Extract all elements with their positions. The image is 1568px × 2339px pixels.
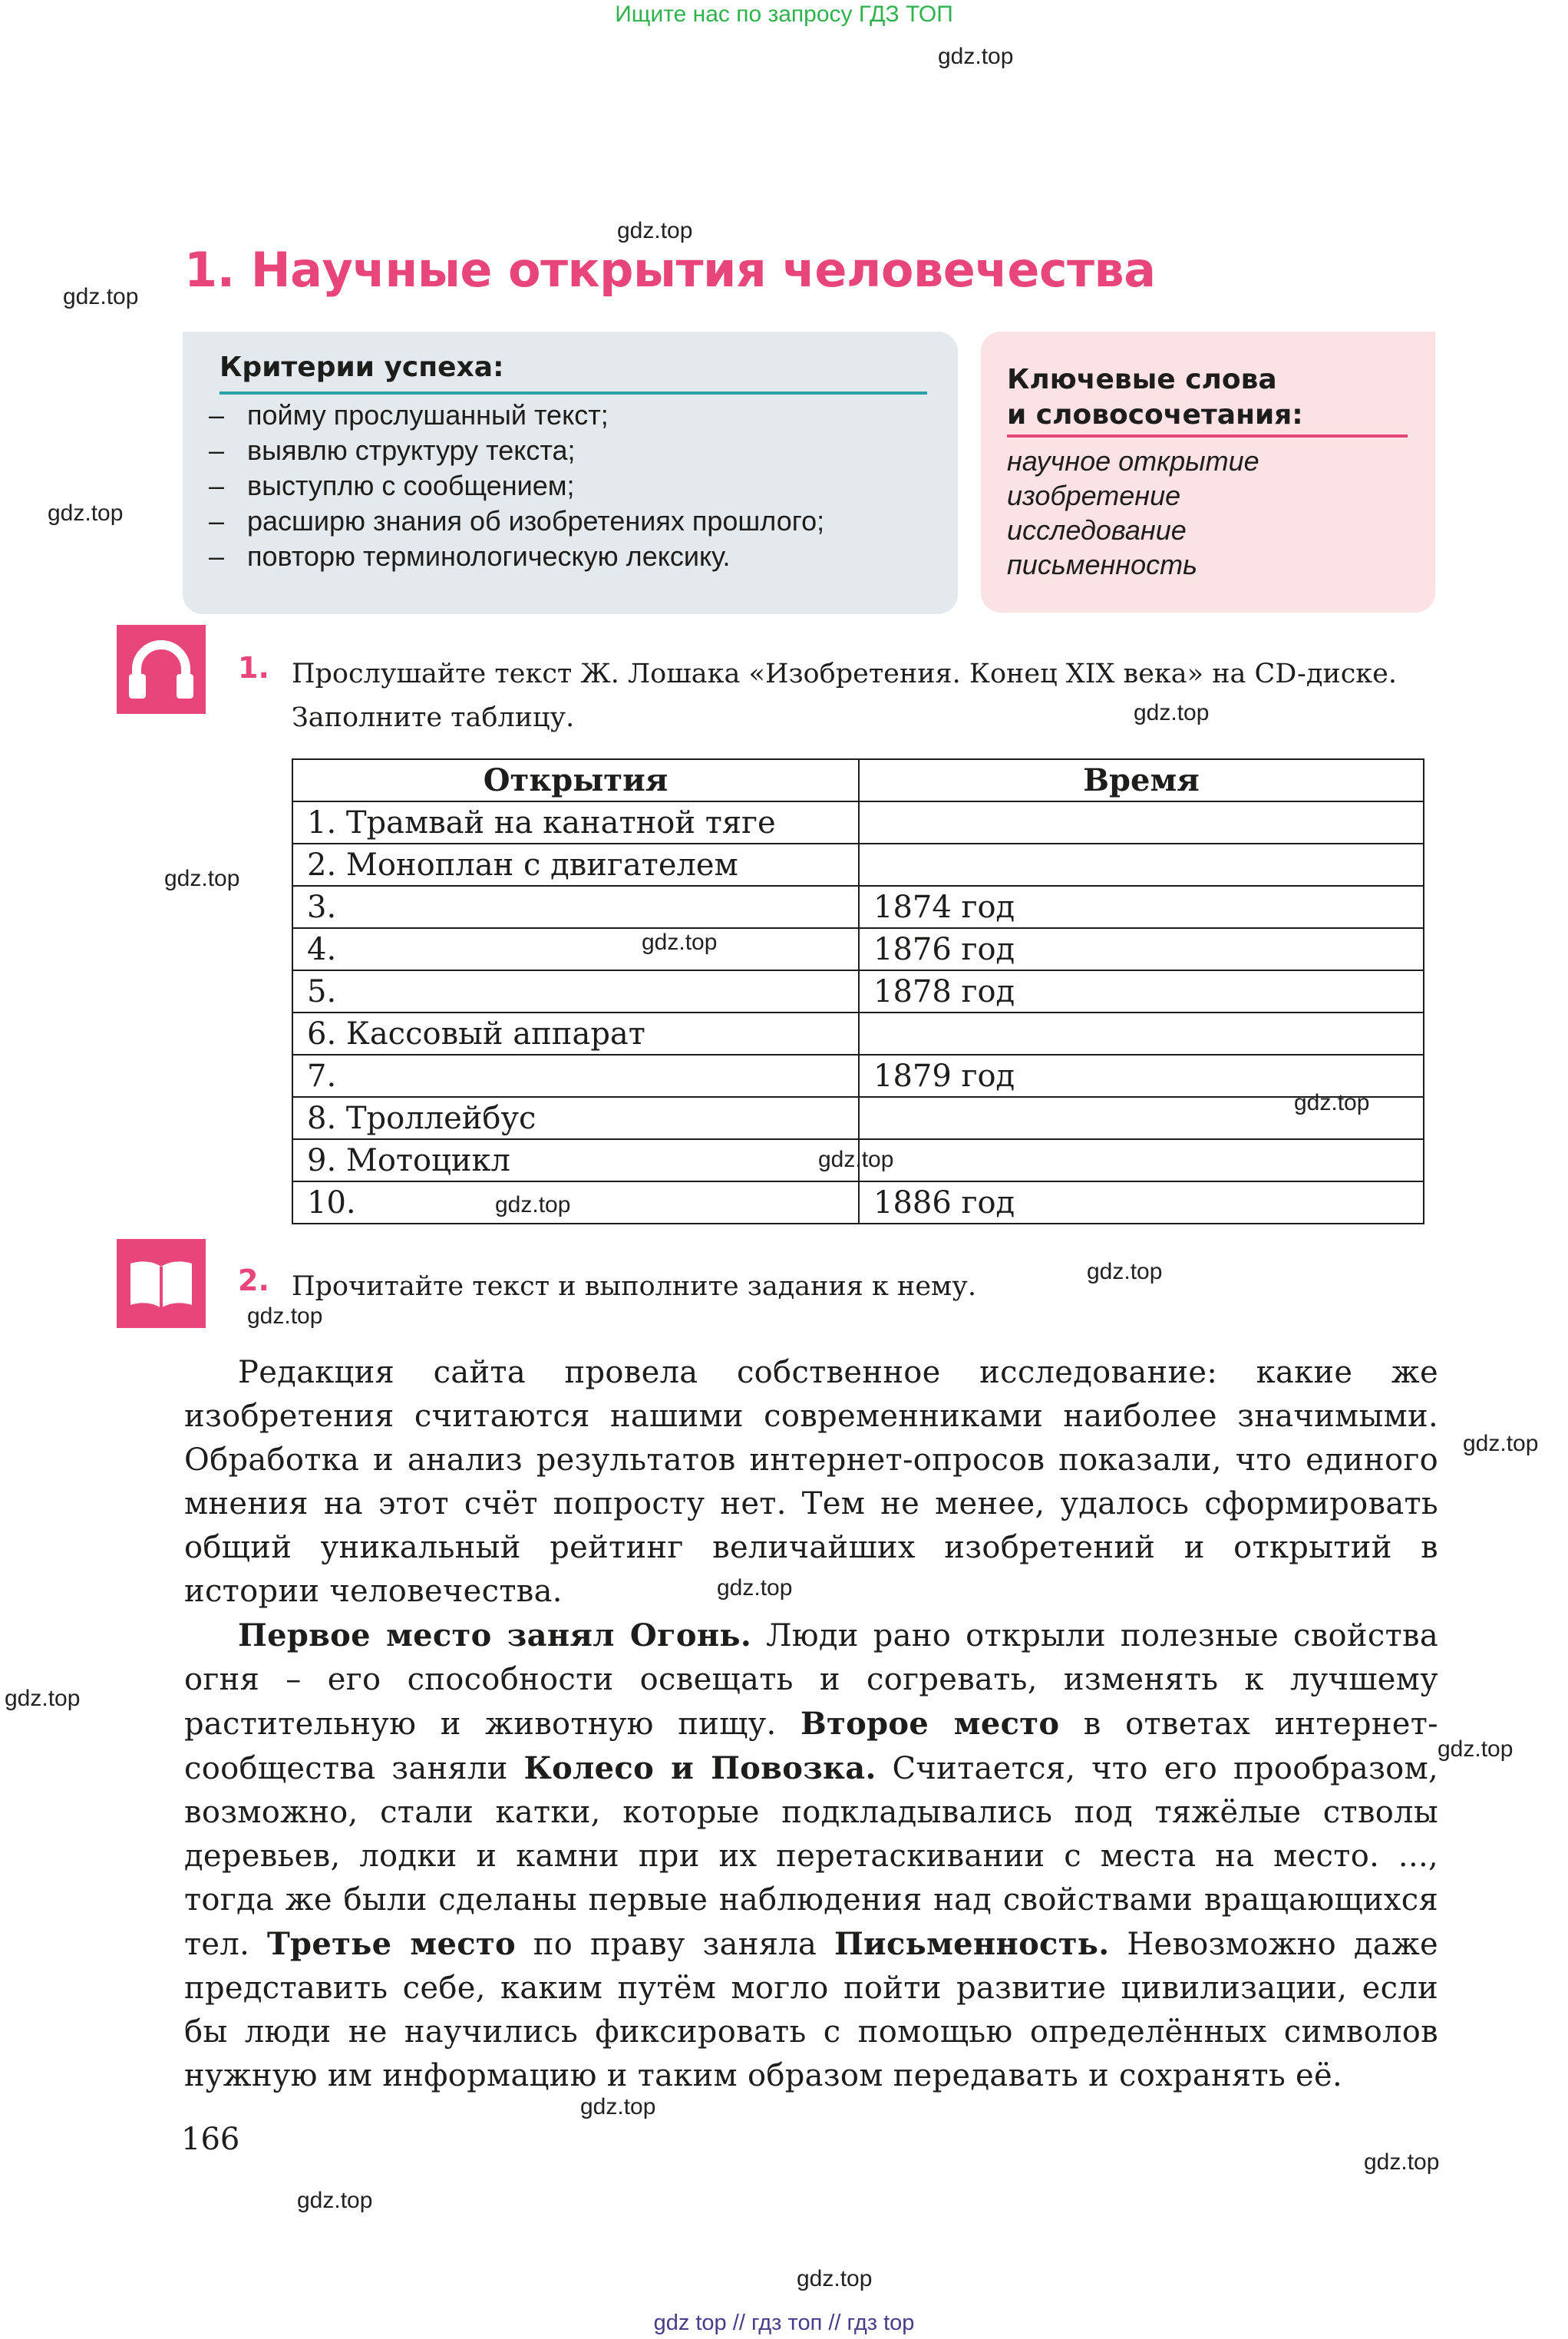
reading-text [184,1351,1438,2098]
table-cell: 1886 год [859,1181,1424,1224]
task-2-text: Прочитайте текст и выполните задания к нему. [292,1271,976,1302]
task-1-line2: Заполните таблицу. [292,702,575,733]
discoveries-table [292,758,1424,1224]
list-item: – выступлю с сообщением; [209,468,824,504]
table-cell: 1. Трамвай на канатной тяге [292,801,859,844]
open-book-icon [117,1239,206,1328]
watermark: gdz.top [5,1686,81,1711]
watermark: gdz.top [1438,1736,1514,1762]
page-title: 1. Научные открытия человечества [184,242,1156,298]
watermark: gdz.top [642,930,718,955]
watermark: gdz.top [580,2094,656,2119]
watermark: gdz.top [1134,700,1210,725]
bold-phrase: Третье место [266,1926,516,1962]
table-header-row [292,759,1424,801]
table-cell [859,1013,1424,1055]
list-item: изобретение [1007,480,1181,511]
table-cell: 1879 год [859,1055,1424,1097]
headphones-icon [117,625,206,714]
table-row [292,886,1424,928]
watermark: gdz.top [938,44,1014,69]
text-run: Невозможно даже представить себе, каким путём могло пойти развитие цивилизации, если бы люди не научились фиксировать с помощью определённых символов нужную им информацию и таким образом передавать и сохранять её. [184,1927,1439,2093]
watermark: gdz.top [818,1147,894,1172]
text-run: Люди рано открыли полезные свойства огня – его способности освещать и согревать, изменять к лучшему растительную и животную пищу. [184,1618,1438,1742]
footer-separator: // [828,2311,841,2335]
text-run: Считается, что его прообразом, возможно, стали катки, которые подкладывались под тяжёлые стволы деревьев, лодки и камни при их перетаскивании с места на место. ..., тогда же были сделаны первые наблюдения над свойствами вращающихся тел. [184,1751,1438,1962]
watermark: gdz.top [1463,1431,1539,1456]
watermark: gdz.top [1294,1090,1370,1115]
table-row [292,1139,1424,1181]
list-item: исследование [1007,514,1187,546]
bold-phrase: Первое место занял Огонь. [238,1617,752,1653]
paragraph-2 [184,1614,1438,2098]
watermark: gdz.top [617,218,693,243]
table-row [292,928,1424,970]
table-cell: 1876 год [859,928,1424,970]
keywords-box [981,332,1435,613]
list-item: письменность [1007,549,1198,580]
paragraph-1: Редакция сайта провела собственное исследование: какие же изобретения считаются нашими современниками наиболее значимыми. Обработка и анализ результатов интернет-опросов показали, что единого мнения на этот счёт попросту нет. Тем не менее, удалось сформировать общий уникальный рейтинг величайших изобретений и открытий в истории человечества. [184,1355,1438,1609]
watermark: gdz.top [247,1303,323,1329]
table-header-cell: Время [859,759,1424,801]
text-run: по праву заняла [515,1927,834,1962]
table-cell: 10. [292,1181,859,1224]
bold-phrase: Второе место [800,1706,1060,1742]
table-cell: 1874 год [859,886,1424,928]
list-item: – выявлю структуру текста; [209,433,824,468]
table-cell [859,1097,1424,1139]
watermark: gdz.top [48,501,124,526]
success-criteria-heading: Критерии успеха: [220,352,504,383]
table-row [292,801,1424,844]
table-cell: 6. Кассовый аппарат [292,1013,859,1055]
keywords-heading [1007,362,1303,433]
success-criteria-box [183,332,958,614]
table-cell: 5. [292,970,859,1013]
table-cell: 4. [292,928,859,970]
table-cell [859,801,1424,844]
watermark: gdz.top [297,2188,373,2213]
table-cell: 3. [292,886,859,928]
footer-separator: // [732,2311,745,2335]
list-item: научное открытие [1007,445,1259,477]
table-cell: 7. [292,1055,859,1097]
keywords-list [1007,444,1259,582]
task-1-text [292,652,1438,740]
footer-link[interactable]: гдз top [847,2311,915,2335]
divider [1007,434,1408,438]
table-row [292,970,1424,1013]
watermark: gdz.top [797,2266,873,2291]
list-item: – расширю знания об изобретениях прошлого; [209,504,824,539]
list-item: – пойму прослушанный текст; [209,398,824,433]
task-1-number: 1. [238,651,269,685]
table-row [292,844,1424,886]
success-criteria-list [209,398,824,574]
watermark: gdz.top [63,284,139,309]
keywords-heading-line2: и словосочетания: [1007,399,1303,431]
table-cell [859,1139,1424,1181]
divider [220,391,927,395]
footer-links [0,2311,1568,2336]
watermark: gdz.top [1087,1259,1163,1284]
text-run: в ответах интернет-сообщества заняли [184,1706,1438,1786]
table-cell: 2. Моноплан с двигателем [292,844,859,886]
watermark: gdz.top [1364,2149,1440,2175]
footer-link[interactable]: gdz top [653,2311,727,2335]
watermark: gdz.top [164,866,240,891]
table-cell [859,844,1424,886]
table-cell: 1878 год [859,970,1424,1013]
list-item: – повторю терминологическую лексику. [209,539,824,574]
table-row [292,1013,1424,1055]
table-cell: 8. Троллейбус [292,1097,859,1139]
table-row [292,1055,1424,1097]
footer-link[interactable]: гдз топ [751,2311,823,2335]
watermark: gdz.top [717,1575,793,1601]
watermark: gdz.top [495,1192,571,1217]
table-row [292,1181,1424,1224]
keywords-heading-line1: Ключевые слова [1007,364,1277,395]
task-2-number: 2. [238,1264,269,1297]
task-1-line1: Прослушайте текст Ж. Лошака «Изобретения. Конец XIX века» на CD-диске. [292,659,1398,689]
bold-phrase: Письменность. [834,1926,1110,1962]
table-cell: 9. Мотоцикл [292,1139,859,1181]
top-search-note: Ищите нас по запросу ГДЗ ТОП [615,2,953,27]
page-number: 166 [181,2122,240,2157]
bold-phrase: Колесо и Повозка. [523,1750,876,1786]
table-row [292,1097,1424,1139]
table-header-cell: Открытия [292,759,859,801]
